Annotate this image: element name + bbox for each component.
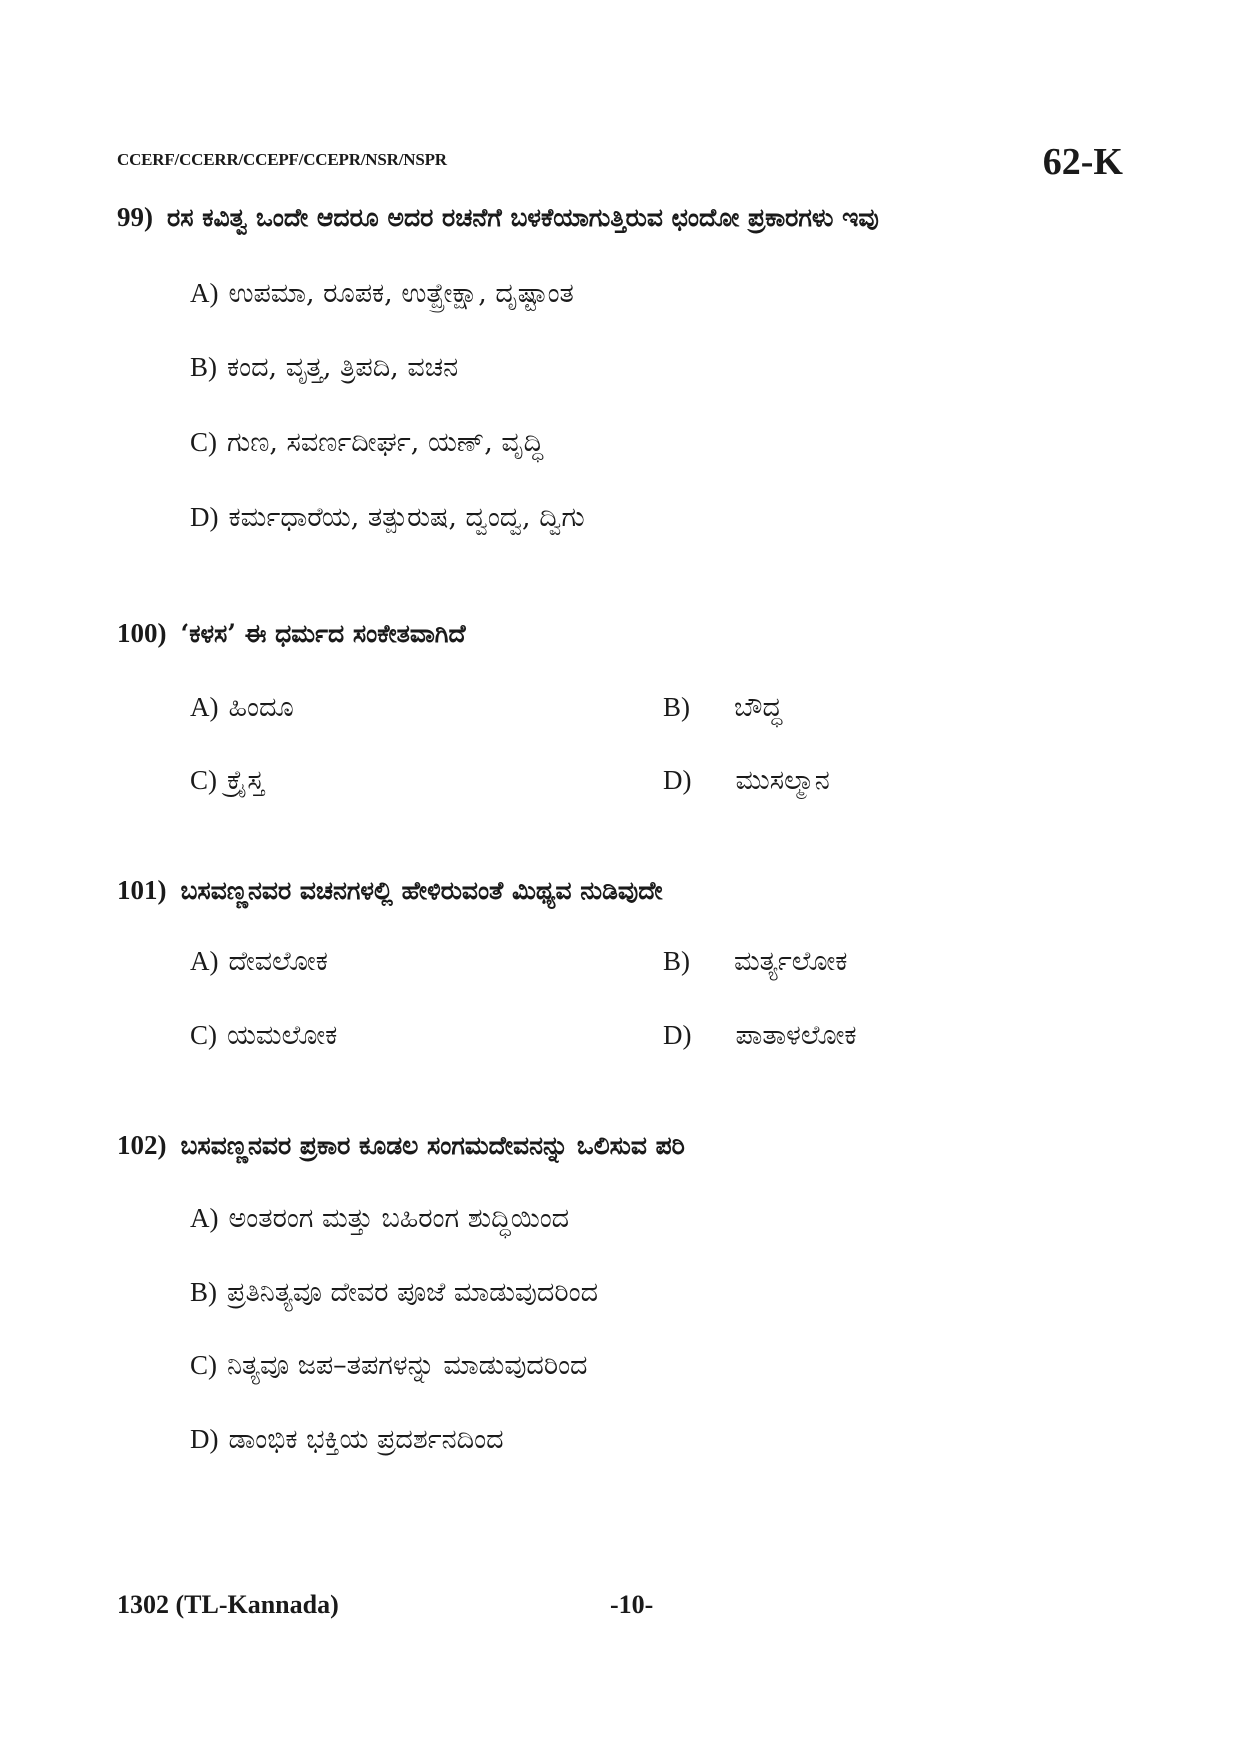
- option-text: ಕರ್ಮಧಾರೆಯ, ತತ್ಪುರುಷ, ದ್ವಂದ್ವ, ದ್ವಿಗು: [228, 502, 585, 533]
- option-d: [663, 765, 830, 797]
- question-number: 101): [117, 875, 167, 905]
- option-b: [663, 692, 782, 724]
- option-text: ಮರ್ತ್ಯಲೋಕ: [734, 946, 848, 977]
- option-text: ನಿತ್ಯವೂ ಜಪ–ತಪಗಳನ್ನು ಮಾಡುವುದರಿಂದ: [227, 1350, 588, 1381]
- page-number: -10-: [610, 1590, 654, 1619]
- option-label: B): [663, 946, 690, 976]
- option-text: ಬೌದ್ಧ: [734, 692, 783, 723]
- question-number: 99): [117, 202, 153, 232]
- option-b: [190, 1277, 598, 1309]
- option-c: [190, 1350, 588, 1382]
- option-label: C): [190, 427, 217, 457]
- question-text: ‘ಕಳಸ’ ಈ ಧರ್ಮದ ಸಂಕೇತವಾಗಿದೆ: [180, 619, 466, 648]
- option-c: [190, 765, 264, 797]
- option-text: ಕಂದ, ವೃತ್ತ, ತ್ರಿಪದಿ, ವಚನ: [227, 352, 459, 383]
- option-d: [190, 502, 585, 534]
- option-label: D): [663, 765, 692, 795]
- option-label: C): [190, 1350, 217, 1380]
- option-label: B): [190, 352, 217, 382]
- question-100: [117, 618, 466, 649]
- option-c: [190, 1020, 337, 1052]
- option-label: B): [663, 692, 690, 722]
- option-a: [190, 278, 574, 310]
- paper-code: 1302 (TL-Kannada): [117, 1590, 339, 1619]
- option-a: [190, 946, 328, 978]
- option-text: ಗುಣ, ಸವರ್ಣದೀರ್ಘ, ಯಣ್, ವೃದ್ಧಿ: [227, 427, 544, 458]
- option-label: B): [190, 1277, 217, 1307]
- option-b: [663, 946, 847, 978]
- option-label: A): [190, 278, 219, 308]
- option-label: A): [190, 946, 219, 976]
- option-label: C): [190, 1020, 217, 1050]
- question-text: ರಸ ಕವಿತ್ವ ಒಂದೇ ಆದರೂ ಅದರ ರಚನೆಗೆ ಬಳಕೆಯಾಗುತ್ತಿರುವ ಛಂದೋ ಪ್ರಕಾರಗಳು ಇವು: [167, 203, 879, 232]
- exam-code: CCERF/CCERR/CCEPF/CCEPR/NSR/NSPR: [117, 150, 447, 169]
- option-text: ಡಾಂಭಿಕ ಭಕ್ತಿಯ ಪ್ರದರ್ಶನದಿಂದ: [228, 1424, 504, 1455]
- option-d: [663, 1020, 857, 1052]
- option-text: ದೇವಲೋಕ: [228, 946, 328, 977]
- option-text: ಉಪಮಾ, ರೂಪಕ, ಉತ್ಪ್ರೇಕ್ಷಾ, ದೃಷ್ಟಾಂತ: [228, 278, 574, 309]
- option-text: ಮುಸಲ್ಮಾನ: [735, 765, 830, 796]
- option-text: ಯಮಲೋಕ: [227, 1020, 338, 1051]
- question-number: 100): [117, 618, 167, 648]
- question-text: ಬಸವಣ್ಣನವರ ವಚನಗಳಲ್ಲಿ ಹೇಳಿರುವಂತೆ ಮಿಥ್ಯವ ನುಡಿವುದೇ: [180, 876, 663, 905]
- option-label: A): [190, 1203, 219, 1233]
- option-label: D): [190, 1424, 219, 1454]
- option-label: C): [190, 765, 217, 795]
- option-a: [190, 692, 294, 724]
- option-text: ಹಿಂದೂ: [228, 692, 294, 723]
- option-text: ಪಾತಾಳಲೋಕ: [735, 1020, 857, 1051]
- set-code: 62-K: [1042, 141, 1123, 183]
- question-number: 102): [117, 1130, 167, 1160]
- option-label: D): [190, 502, 219, 532]
- option-text: ಪ್ರತಿನಿತ್ಯವೂ ದೇವರ ಪೂಜೆ ಮಾಡುವುದರಿಂದ: [227, 1277, 599, 1308]
- option-label: D): [663, 1020, 692, 1050]
- option-c: [190, 427, 543, 459]
- question-99: [117, 202, 879, 233]
- option-a: [190, 1203, 569, 1235]
- option-d: [190, 1424, 504, 1456]
- question-101: [117, 875, 663, 906]
- option-b: [190, 352, 458, 384]
- question-text: ಬಸವಣ್ಣನವರ ಪ್ರಕಾರ ಕೂಡಲ ಸಂಗಮದೇವನನ್ನು ಒಲಿಸುವ ಪರಿ: [180, 1131, 685, 1160]
- question-102: [117, 1130, 685, 1161]
- option-label: A): [190, 692, 219, 722]
- option-text: ಕ್ರೈಸ್ತ: [227, 765, 265, 796]
- option-text: ಅಂತರಂಗ ಮತ್ತು ಬಹಿರಂಗ ಶುದ್ಧಿಯಿಂದ: [228, 1203, 570, 1234]
